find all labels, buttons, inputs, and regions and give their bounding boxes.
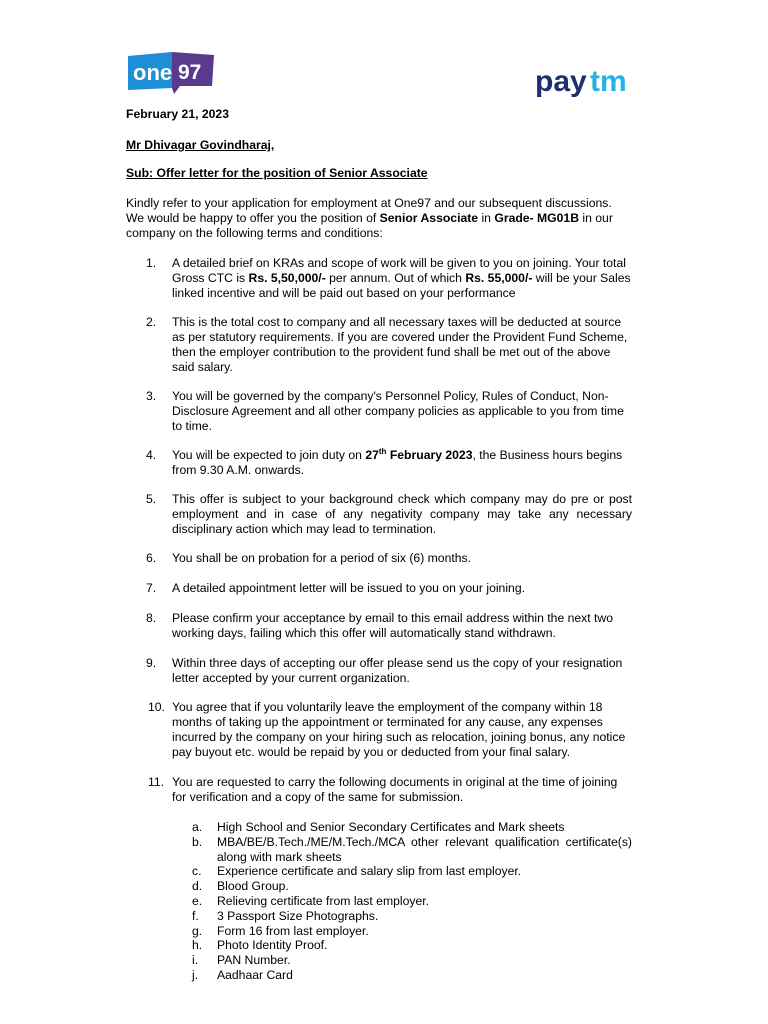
paytm-logo xyxy=(535,63,635,97)
paytm-logo-tm: tm xyxy=(590,65,627,97)
intro-paragraph xyxy=(126,196,634,241)
intro-line-1: Kindly refer to your application for employment at One97 and our subsequent discussions. xyxy=(126,196,612,210)
term-number: 6. xyxy=(146,551,157,565)
letter-date: February 21, 2023 xyxy=(126,107,229,121)
term-text: You will be expected to join duty on 27th February 2023, the Business hours begins from 9.30 A.M. onwards. xyxy=(172,447,623,477)
term-text: A detailed brief on KRAs and scope of work will be given to you on joining. Your total Gross CTC is Rs. 5,50,000/- per annum. Out of which Rs. 55,000/- will be your Sales linked incentive and will be paid out based on your performance xyxy=(172,256,631,300)
term-number: 7. xyxy=(146,581,157,595)
term-number: 3. xyxy=(146,389,157,403)
position-name: Senior Associate xyxy=(379,211,479,225)
grade-name: Grade- MG01B xyxy=(494,211,580,225)
gross-ctc: Rs. 5,50,000/- xyxy=(248,271,326,285)
term-text: Please confirm your acceptance by email to this email address within the next two working days, failing which this offer will automatically stand withdrawn. xyxy=(172,611,613,640)
one97-logo-one: one xyxy=(133,60,173,85)
term-text: This is the total cost to company and all necessary taxes will be deducted at source as per statutory requirements. If you are covered under the Provident Fund Scheme, then the employer contribution to the provident fund shall be met out of the above said salary. xyxy=(172,315,628,374)
join-date: 27th February 2023 xyxy=(365,447,473,462)
term-number: 9. xyxy=(146,656,157,670)
one97-logo-97: 97 xyxy=(178,61,202,84)
term-text: You shall be on probation for a period of six (6) months. xyxy=(172,551,471,565)
offer-letter-page: one 97 pay tm February 21, 2023 Mr Dhivagar Govindharaj, Sub: Offer letter for the position of Senior Associate Kindly refer to your application for employment at One97 and our subsequent discussions. We would be happy to offer you the position of Senior Associate in Grade- MG01B in our company on the following terms and conditions: 1. A detailed brief on KRAs and scope of work will be given to you on joining. Your total Gross CTC is Rs. 5,50,000/- per annum. Out of which Rs. 55,000/- will be your Sales linked incentive and will be paid out based on your performance 2. This is the total cost to company and all necessary taxes will be deducted at source as per statutory requirements. If you are covered under the Provident Fund Scheme, then the employer contribution to the provident fund shall be met out of the above said salary. 3. You will be governed by the company's Personnel Policy, Rules of Conduct, Non-Disclosure Agreement and all other company policies as applicable to you from time to time. 4. You will be expected to join duty on 27th February 2023, the Business hours begins from 9.30 A.M. onwards. 5. This offer is subject to your background check which company may do pre or post employment and in case of any negativity company may take any necessary disciplinary action which may lead to termination. 6. You shall be on probation for a period of six (6) months. 7. A detailed appointment letter will be issued to you on your joining. 8. Please confirm your acceptance by email to this email address within the next two working days, failing which this offer will automatically stand withdrawn. 9. Within three days of accepting our offer please send us the copy of your resignation letter accepted by your current organization. 10. You agree that if you voluntarily leave the employment of the company within 18 months of taking up the appointment or terminated for any cause, any expenses incurred by the company on your hiring such as relocation, joining bonus, any notice pay buyout etc. would be repaid by you or deducted from your final salary. 11. You are requested to carry the following documents in original at the time of joining for verification and a copy of the same for submission. a. High School and Senior Secondary Certificates and Mark sheets b. MBA/BE/B.Tech./ME/M.Tech./MCA other relevant qualification certificate(s) along with mark sheets c. Experience certificate and salary slip from last employer. d. Blood Group. e. Relieving certificate from last employer. f. 3 Passport Size Photographs. g. Form 16 from last employer. h. Photo Identity Proof. i. PAN Number. j. Aadhaar Card xyxy=(0,0,768,1024)
term-number: 8. xyxy=(146,611,157,625)
term-number: 4. xyxy=(146,448,157,462)
sales-incentive: Rs. 55,000/- xyxy=(465,271,533,285)
term-number: 11. xyxy=(148,775,165,789)
term-number: 2. xyxy=(146,315,157,329)
term-text: A detailed appointment letter will be issued to you on your joining. xyxy=(172,581,525,595)
intro-line-3: company on the following terms and conditions: xyxy=(126,226,383,240)
letter-subject: Sub: Offer letter for the position of Senior Associate xyxy=(126,166,428,180)
term-text: You agree that if you voluntarily leave the employment of the company within 18 months of taking up the appointment or terminated for any cause, any expenses incurred by the company on your hiring such as relocation, joining bonus, any notice pay buyout etc. would be repaid by you or deducted from your final salary. xyxy=(172,700,626,759)
term-number: 10. xyxy=(148,700,165,714)
intro-line-2: We would be happy to offer you the position of Senior Associate in Grade- MG01B in our xyxy=(126,211,613,225)
term-text: This offer is subject to your background check which company may do pre or post employment and in case of any negativity company may take any necessary disciplinary action which may lead to termination. xyxy=(172,492,632,536)
term-text: You are requested to carry the following documents in original at the time of joining for verification and a copy of the same for submission. xyxy=(172,775,618,804)
term-text: You will be governed by the company's Personnel Policy, Rules of Conduct, Non-Disclosure Agreement and all other company policies as applicable to you from time to time. xyxy=(172,389,624,433)
one97-logo xyxy=(128,52,214,94)
letter-recipient: Mr Dhivagar Govindharaj, xyxy=(126,138,275,152)
term-number: 5. xyxy=(146,492,157,506)
paytm-logo-pay: pay xyxy=(535,65,587,97)
term-number: 1. xyxy=(146,256,157,270)
term-text: Within three days of accepting our offer please send us the copy of your resignation letter accepted by your current organization. xyxy=(172,656,623,685)
